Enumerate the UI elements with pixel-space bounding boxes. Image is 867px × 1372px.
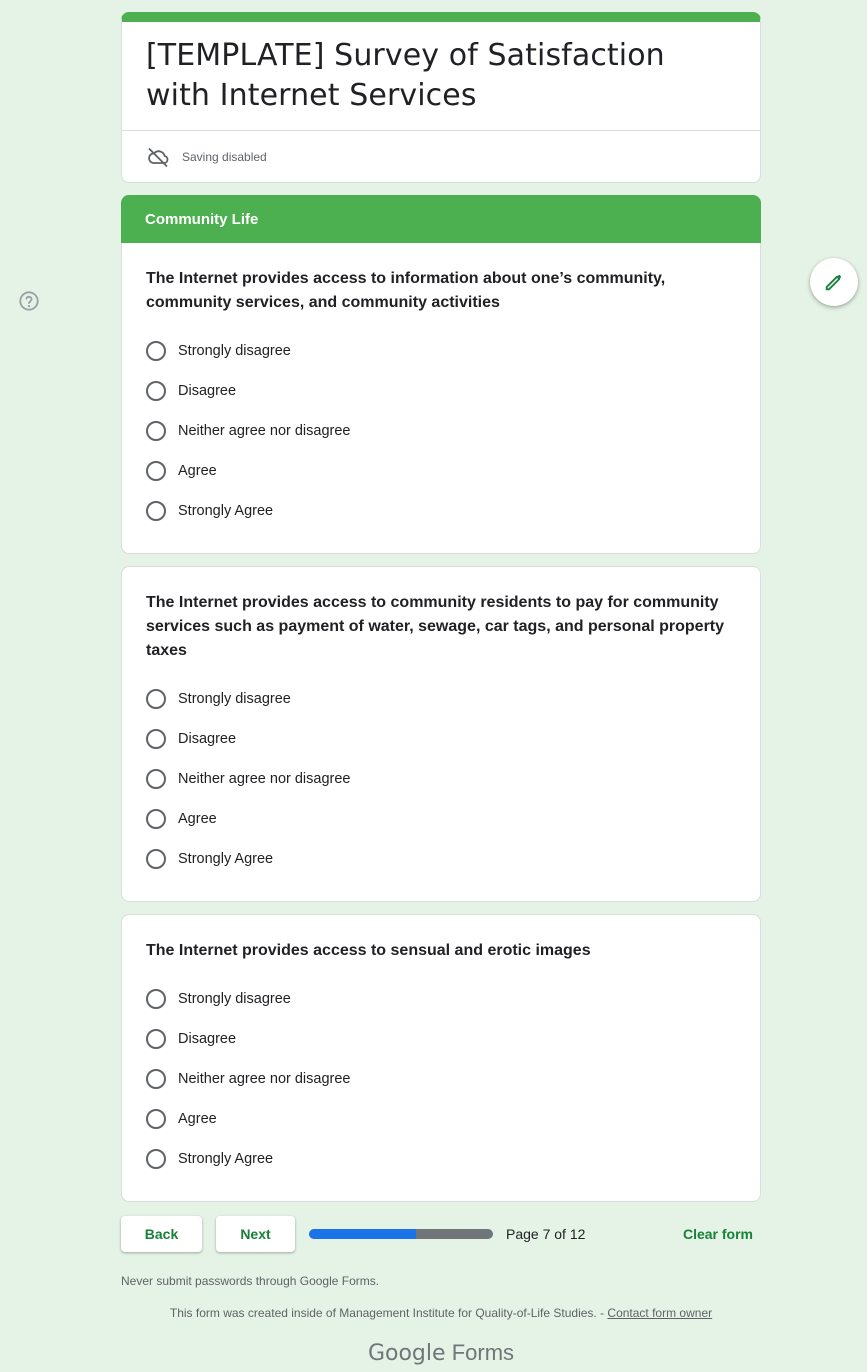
option-label: Neither agree nor disagree: [178, 771, 351, 787]
option-label: Agree: [178, 1111, 217, 1127]
radio-option[interactable]: [146, 1139, 736, 1179]
saving-status-text: Saving disabled: [182, 149, 267, 164]
back-button[interactable]: Back: [121, 1216, 202, 1252]
form-container: [121, 12, 761, 1366]
option-label: Agree: [178, 463, 217, 479]
radio-button[interactable]: [146, 381, 166, 401]
radio-button[interactable]: [146, 809, 166, 829]
radio-option[interactable]: [146, 679, 736, 719]
question-card: [121, 243, 761, 554]
radio-button[interactable]: [146, 461, 166, 481]
form-title: [TEMPLATE] Survey of Satisfaction with Internet Services: [146, 38, 665, 113]
option-label: Strongly disagree: [178, 691, 291, 707]
radio-button[interactable]: [146, 341, 166, 361]
edit-button[interactable]: [810, 258, 858, 306]
radio-button[interactable]: [146, 989, 166, 1009]
option-label: Neither agree nor disagree: [178, 1071, 351, 1087]
help-icon[interactable]: [18, 290, 40, 312]
option-label: Disagree: [178, 383, 237, 399]
option-label: Strongly disagree: [178, 991, 291, 1007]
navigation-row: [121, 1214, 761, 1254]
clear-form-button[interactable]: Clear form: [682, 1226, 753, 1242]
question-title: The Internet provides access to community residents to pay for community services such as payment of water, sewage, car tags, and personal property taxes: [146, 594, 725, 659]
option-label: Strongly Agree: [178, 503, 274, 519]
radio-option[interactable]: [146, 1019, 736, 1059]
progress-bar-fill: [309, 1229, 416, 1239]
radio-option[interactable]: [146, 719, 736, 759]
page-indicator: Page 7 of 12: [506, 1226, 586, 1242]
radio-button[interactable]: [146, 729, 166, 749]
radio-button[interactable]: [146, 849, 166, 869]
radio-option[interactable]: [146, 331, 736, 371]
logo-google-text: Google: [367, 1341, 446, 1366]
footer-credit: [121, 1306, 761, 1320]
radio-option[interactable]: [146, 371, 736, 411]
radio-button[interactable]: [146, 421, 166, 441]
option-label: Strongly Agree: [178, 1151, 274, 1167]
option-label: Neither agree nor disagree: [178, 423, 351, 439]
cloud-off-icon: [146, 145, 170, 169]
option-label: Disagree: [178, 731, 237, 747]
radio-option[interactable]: [146, 451, 736, 491]
radio-option[interactable]: [146, 411, 736, 451]
footer-credit-text: This form was created inside of Management Institute for Quality-of-Life Studies. -: [169, 1306, 608, 1320]
option-label: Strongly Agree: [178, 851, 274, 867]
radio-button[interactable]: [146, 1149, 166, 1169]
logo-forms-text: Forms: [451, 1340, 515, 1365]
radio-option[interactable]: [146, 799, 736, 839]
option-label: Strongly disagree: [178, 343, 291, 359]
radio-button[interactable]: [146, 501, 166, 521]
radio-option[interactable]: [146, 839, 736, 879]
radio-button[interactable]: [146, 769, 166, 789]
radio-option[interactable]: [146, 1059, 736, 1099]
form-header-card: [121, 12, 761, 183]
password-warning: Never submit passwords through Google Forms.: [121, 1274, 380, 1288]
radio-button[interactable]: [146, 689, 166, 709]
next-button[interactable]: Next: [216, 1216, 295, 1252]
saving-status-row: [122, 130, 760, 182]
section-title: Community Life: [145, 210, 259, 228]
contact-owner-link[interactable]: Contact form owner: [607, 1306, 713, 1320]
pencil-icon: [823, 271, 845, 293]
question-card: [121, 914, 761, 1202]
radio-button[interactable]: [146, 1069, 166, 1089]
google-forms-logo[interactable]: [121, 1340, 761, 1366]
option-label: Disagree: [178, 1031, 237, 1047]
option-label: Agree: [178, 811, 217, 827]
radio-option[interactable]: [146, 759, 736, 799]
question-card: [121, 566, 761, 902]
section-header: [121, 195, 761, 243]
question-title: The Internet provides access to information about one’s community, community services, and community activities: [146, 270, 666, 311]
progress-bar: [309, 1229, 493, 1239]
radio-option[interactable]: [146, 491, 736, 531]
radio-button[interactable]: [146, 1109, 166, 1129]
radio-button[interactable]: [146, 1029, 166, 1049]
question-title: The Internet provides access to sensual and erotic images: [146, 942, 591, 959]
radio-option[interactable]: [146, 1099, 736, 1139]
radio-option[interactable]: [146, 979, 736, 1019]
